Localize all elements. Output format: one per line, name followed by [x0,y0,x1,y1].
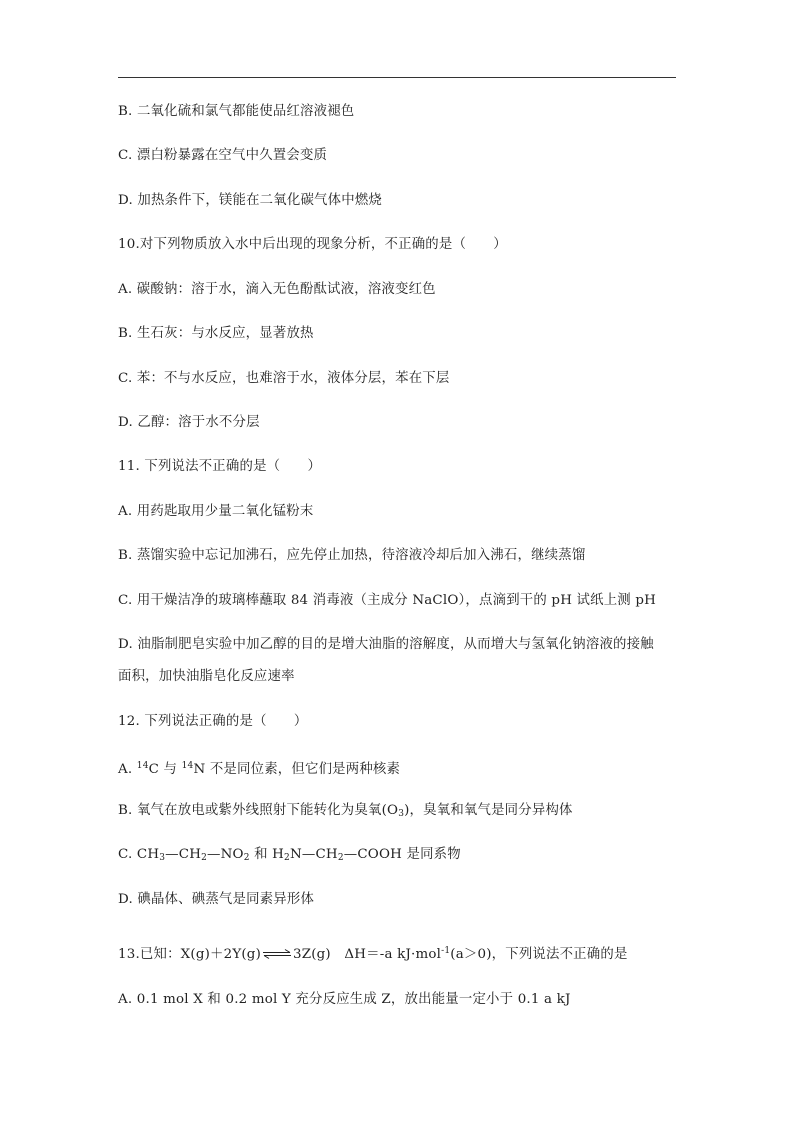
header-rule [118,77,676,78]
subscript: 3 [159,853,166,863]
text-segment: B. 氧气在放电或紫外线照射下能转化为臭氧(O [118,803,399,818]
text-segment: —COOH 是同系物 [343,847,461,862]
text-segment: 3Z(g) ΔH＝-a kJ·mol [293,947,442,962]
question-11: 11. 下列说法不正确的是（ ） [118,459,322,474]
subscript: 2 [337,853,344,863]
equilibrium-arrow-icon [261,949,293,959]
option-b-q12 [118,802,678,823]
option-d-q11: D. 油脂制肥皂实验中加乙醇的目的是增大油脂的溶解度，从而增大与氢氧化钠溶液的接触 [118,637,654,652]
text-segment: N—CH [289,847,338,862]
option-d-q9: D. 加热条件下，镁能在二氧化碳气体中燃烧 [118,193,383,208]
question-10: 10.对下列物质放入水中后出现的现象分析，不正确的是（ ） [118,237,507,252]
option-d-q11-continued: 面积，加快油脂皂化反应速率 [118,669,295,684]
text-segment: C. CH [118,847,160,862]
option-c-q12 [118,846,678,867]
subscript: 2 [243,853,250,863]
question-12: 12. 下列说法正确的是（ ） [118,714,308,729]
text-segment: N 不是同位素，但它们是两种核素 [193,762,401,777]
mass-number: 14 [181,761,194,771]
option-b-q10: B. 生石灰：与水反应，显著放热 [118,326,314,341]
option-a-q12 [118,757,678,779]
option-b-q11: B. 蒸馏实验中忘记加沸石，应先停止加热，待溶液冷却后加入沸石，继续蒸馏 [118,548,586,563]
mass-number: 14 [136,761,149,771]
question-13 [118,942,678,964]
option-c-q10: C. 苯：不与水反应，也难溶于水，液体分层，苯在下层 [118,371,450,386]
option-a-q10: A. 碳酸钠：溶于水，滴入无色酚酞试液，溶液变红色 [118,282,436,297]
option-c-q9: C. 漂白粉暴露在空气中久置会变质 [118,148,328,163]
superscript: -1 [441,946,451,956]
text-segment: 和 H [249,847,285,862]
text-segment: —NO [207,847,244,862]
subscript: 2 [201,853,208,863]
text-segment: A. [118,762,137,777]
subscript: 3 [398,809,405,819]
option-b-q9: B. 二氧化硫和氯气都能使品红溶液褪色 [118,104,355,119]
text-segment: C 与 [148,762,182,777]
subscript: 2 [284,853,290,863]
text-segment: —CH [165,847,202,862]
text-segment: (a＞0)，下列说法不正确的是 [450,947,628,962]
option-d-q12: D. 碘晶体、碘蒸气是同素异形体 [118,892,315,907]
option-d-q10: D. 乙醇：溶于水不分层 [118,415,260,430]
option-a-q11: A. 用药匙取用少量二氧化锰粉末 [118,504,314,519]
option-a-q13: A. 0.1 mol X 和 0.2 mol Y 充分反应生成 Z，放出能量一定小于 0.1 a kJ [118,992,571,1007]
text-segment: 13.已知：X(g)＋2Y(g) [118,947,261,962]
text-segment: )，臭氧和氧气是同分异构体 [404,803,573,818]
option-c-q11: C. 用干燥洁净的玻璃棒蘸取 84 消毒液（主成分 NaClO），点滴到干的 pH 试纸上测 pH [118,593,656,608]
